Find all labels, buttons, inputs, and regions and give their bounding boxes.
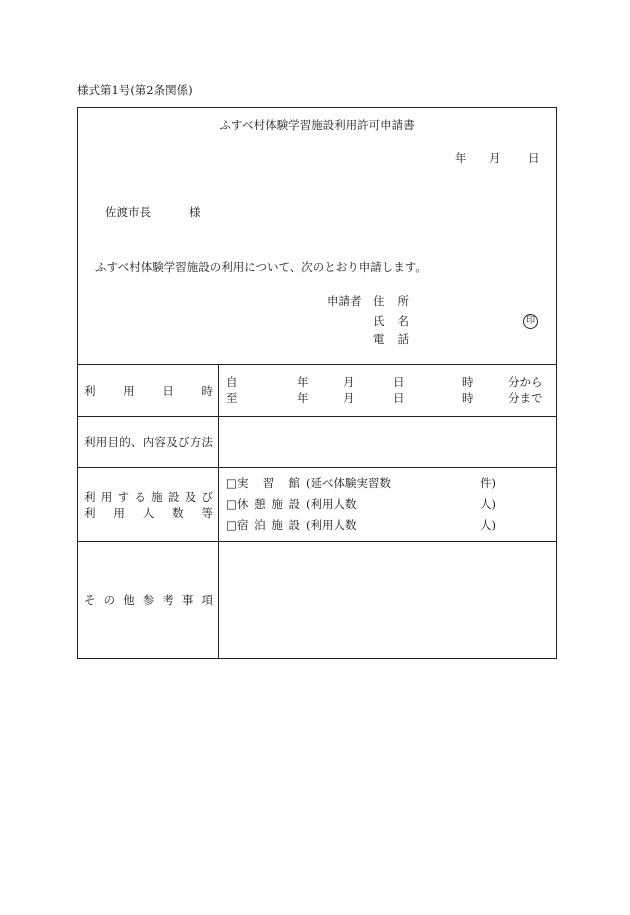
label-char: 設 (288, 518, 300, 532)
seal-mark: 印 (523, 314, 538, 329)
label-char: 施 (271, 518, 283, 532)
datetime-from-month: 月 (343, 375, 355, 389)
datetime-from-day: 日 (393, 375, 405, 389)
label-char: 名 (397, 314, 409, 328)
label-char: 所 (397, 294, 409, 308)
label-char: 習 (262, 476, 275, 490)
label-char: 憩 (254, 497, 266, 511)
date-month-label: 月 (489, 151, 501, 165)
label-char: 人 (142, 505, 155, 520)
label-char: そ (84, 593, 96, 607)
label-char: 利 (84, 505, 96, 520)
facility-detail: (延べ体験実習数 (306, 476, 391, 490)
applicant-address-label (373, 294, 409, 308)
label-cell-usage-purpose (78, 417, 219, 467)
label-char: 内 (142, 435, 155, 449)
usage-datetime-field (219, 365, 556, 416)
addressee-name: 佐渡市長 (105, 205, 151, 219)
label-char: 目 (107, 435, 119, 449)
label-char: 電 (373, 332, 385, 346)
label-char: 用 (100, 489, 113, 504)
label-char: 泊 (254, 518, 266, 532)
label-char: び (178, 435, 190, 449)
form-title: ふすべ村体験学習施設利用許可申請書 (219, 118, 415, 132)
facility-detail: (利用人数 (306, 518, 357, 532)
label-char: 方 (189, 435, 202, 449)
label-char: 時 (201, 383, 213, 398)
label-char: 項 (201, 593, 213, 607)
label-char: の (103, 593, 116, 607)
date-year-label: 年 (455, 151, 467, 165)
row-usage-purpose (78, 416, 556, 467)
label-char: 法 (201, 435, 213, 449)
label-cell-usage-datetime (78, 365, 219, 416)
label-char: 事 (181, 593, 194, 607)
facility-unit: 人) (480, 518, 496, 532)
facilities-label-line-1 (84, 489, 213, 505)
label-char: 用 (113, 505, 125, 520)
label-char: 館 (288, 476, 300, 490)
label-char: 宿 (237, 518, 249, 532)
facility-name (237, 476, 300, 490)
label-char: 利 (84, 435, 96, 449)
datetime-from-hour: 時 (462, 375, 474, 389)
label-char: 、 (131, 435, 143, 449)
label-char: 及 (166, 435, 178, 449)
other-notes-label (84, 592, 213, 608)
datetime-to-suffix: 分まで (508, 391, 543, 405)
applicant-phone-label (373, 332, 409, 346)
form-number: 様式第1号(第2条関係) (77, 83, 193, 97)
label-char: 容 (154, 435, 166, 449)
datetime-from-suffix: 分から (508, 375, 543, 389)
label-char: 施 (151, 489, 163, 504)
facilities-label-line-2 (84, 505, 213, 521)
label-char: 的 (119, 435, 131, 449)
datetime-to-month: 月 (343, 391, 355, 405)
usage-purpose-label (84, 434, 213, 450)
datetime-to-hour: 時 (462, 391, 474, 405)
label-char: 氏 (373, 314, 385, 328)
application-statement: ふすべ村体験学習施設の利用について、次のとおり申請します。 (95, 260, 427, 274)
label-char: 参 (142, 593, 155, 607)
datetime-from-prefix: 自 (226, 375, 238, 389)
label-char: 用 (95, 435, 108, 449)
addressee-honorific: 様 (189, 205, 201, 219)
label-char: 施 (271, 497, 283, 511)
label-char: す (117, 489, 130, 504)
label-char: び (201, 489, 213, 504)
usage-purpose-field (219, 417, 556, 467)
label-char: 考 (162, 593, 174, 607)
application-form (77, 107, 557, 659)
label-char: 設 (288, 497, 300, 511)
facility-name (237, 497, 300, 511)
label-char: 実 (237, 476, 249, 490)
checkbox-icon: □ (226, 497, 237, 511)
label-cell-other-notes (78, 542, 219, 658)
row-usage-datetime (78, 364, 556, 416)
label-char: 休 (237, 497, 249, 511)
form-header-section (78, 108, 556, 364)
label-char: 住 (373, 294, 385, 308)
row-facilities (78, 467, 556, 541)
other-notes-field (219, 542, 556, 658)
facility-detail: (利用人数 (306, 497, 357, 511)
datetime-to-year: 年 (297, 391, 309, 405)
date-day-label: 日 (528, 151, 540, 165)
label-char: 等 (201, 505, 213, 520)
facility-unit: 件) (480, 476, 496, 490)
label-char: 及 (184, 489, 197, 504)
applicant-label: 申請者 (327, 294, 362, 308)
facility-unit: 人) (480, 497, 496, 511)
label-char: 日 (162, 383, 174, 398)
label-char: る (134, 489, 146, 504)
label-char: 利 (84, 489, 96, 504)
label-char: 利 (84, 383, 96, 398)
facilities-field (219, 468, 556, 541)
checkbox-icon: □ (226, 476, 237, 490)
datetime-to-day: 日 (393, 391, 405, 405)
label-char: 数 (172, 505, 184, 520)
datetime-from-year: 年 (297, 375, 309, 389)
usage-datetime-label (84, 383, 213, 399)
label-char: 設 (167, 489, 180, 504)
checkbox-icon: □ (226, 518, 237, 532)
label-char: 用 (123, 383, 135, 398)
datetime-to-prefix: 至 (226, 391, 238, 405)
facility-name (237, 518, 300, 532)
label-cell-facilities (78, 468, 219, 541)
label-char: 話 (397, 332, 409, 346)
row-other-notes (78, 541, 556, 658)
label-char: 他 (123, 593, 135, 607)
applicant-name-label (373, 314, 409, 328)
